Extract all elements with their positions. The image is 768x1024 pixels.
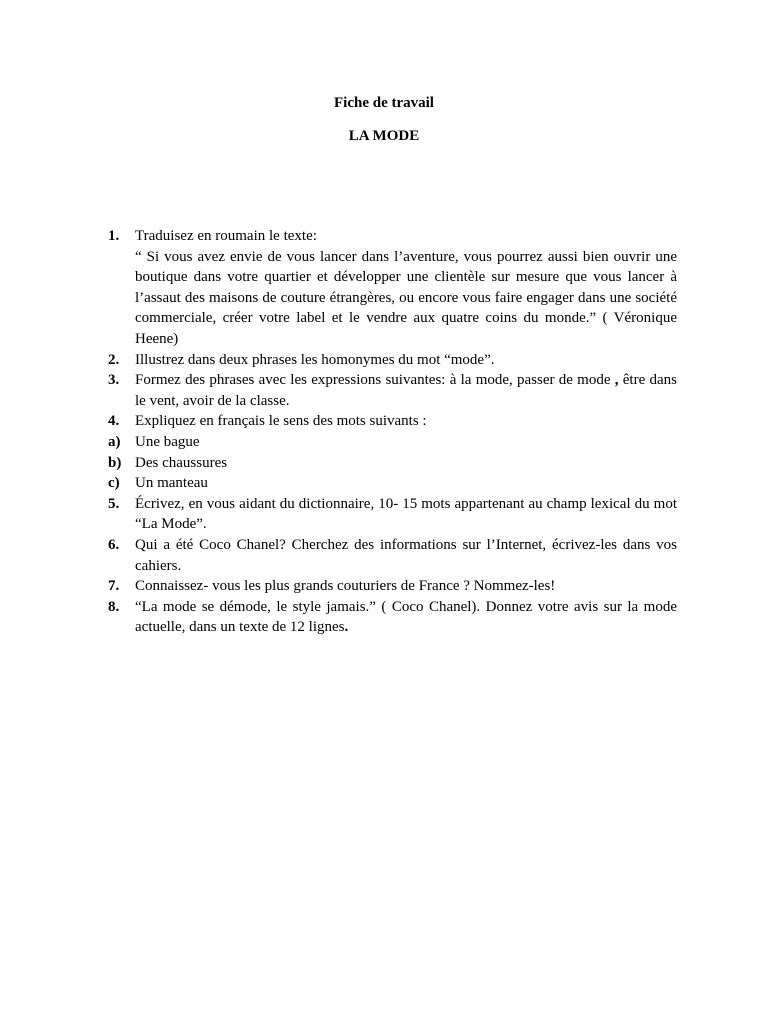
- list-item-text: Un manteau: [135, 475, 208, 492]
- list-item: [108, 473, 677, 494]
- list-item: [108, 370, 677, 411]
- list-marker: 3.: [108, 372, 120, 389]
- list-marker: 4.: [108, 413, 120, 430]
- list-item-content: [135, 370, 677, 411]
- list-item-text: Illustrez dans deux phrases les homonymes du mot “mode”.: [135, 351, 495, 368]
- list-item: [108, 576, 677, 597]
- list-item: [108, 535, 677, 576]
- list-marker: 2.: [108, 351, 120, 368]
- list-item-text: Formez des phrases avec les expressions suivantes: à la mode, passer de mode: [135, 372, 615, 389]
- list-item-text: Qui a été Coco Chanel? Cherchez des informations sur l’Internet, écrivez-les dans vos cahiers.: [135, 536, 677, 574]
- list-marker: 5.: [108, 495, 120, 512]
- list-item-text: Connaissez- vous les plus grands couturiers de France ? Nommez-les!: [135, 578, 556, 595]
- document-subtitle: LA MODE: [348, 128, 420, 144]
- list-item: [108, 494, 677, 535]
- bold-period: .: [344, 619, 349, 636]
- list-item-text: “La mode se démode, le style jamais.” ( Coco Chanel). Donnez votre avis sur la mode actuelle, dans un texte de 12 lignes: [135, 598, 677, 636]
- list-marker: c): [108, 475, 120, 492]
- list-item: [108, 226, 677, 350]
- list-item-content: [135, 597, 677, 638]
- exercise-list: [108, 226, 677, 638]
- list-item: [108, 350, 677, 371]
- list-item: [108, 432, 677, 453]
- list-marker: 7.: [108, 578, 120, 595]
- list-marker: 8.: [108, 598, 120, 615]
- list-item-text: Écrivez, en vous aidant du dictionnaire, 10- 15 mots appartenant au champ lexical du mot “La Mode”.: [135, 495, 677, 533]
- document-title: Fiche de travail: [334, 95, 434, 111]
- list-item-text-continued: être dans le vent, avoir de la classe.: [135, 372, 677, 409]
- bold-comma: ,: [614, 372, 619, 389]
- exercise-instruction: Traduisez en roumain le texte:: [135, 228, 317, 244]
- list-marker: 1.: [108, 228, 120, 244]
- list-item: [108, 453, 677, 474]
- list-item-text: Expliquez en français le sens des mots suivants :: [135, 413, 427, 430]
- list-marker: 6.: [108, 536, 120, 553]
- list-item-text: Des chaussures: [135, 454, 228, 471]
- list-item-content: [135, 226, 677, 350]
- list-marker: a): [108, 433, 121, 450]
- exercise-quote: “ Si vous avez envie de vous lancer dans l’aventure, vous pourrez aussi bien ouvrir une boutique dans votre quartier et développer une clientèle sur mesure que vous lancer à l’assaut des maisons de couture étrangères, ou encore vous faire engager dans une société commerciale, créer votre label et le vendre aux quatre coins du monde.” ( Véronique Heene): [135, 248, 677, 347]
- list-item: [108, 597, 677, 638]
- list-item-text: Une bague: [135, 433, 200, 450]
- list-item: [108, 411, 677, 432]
- list-marker: b): [108, 454, 122, 471]
